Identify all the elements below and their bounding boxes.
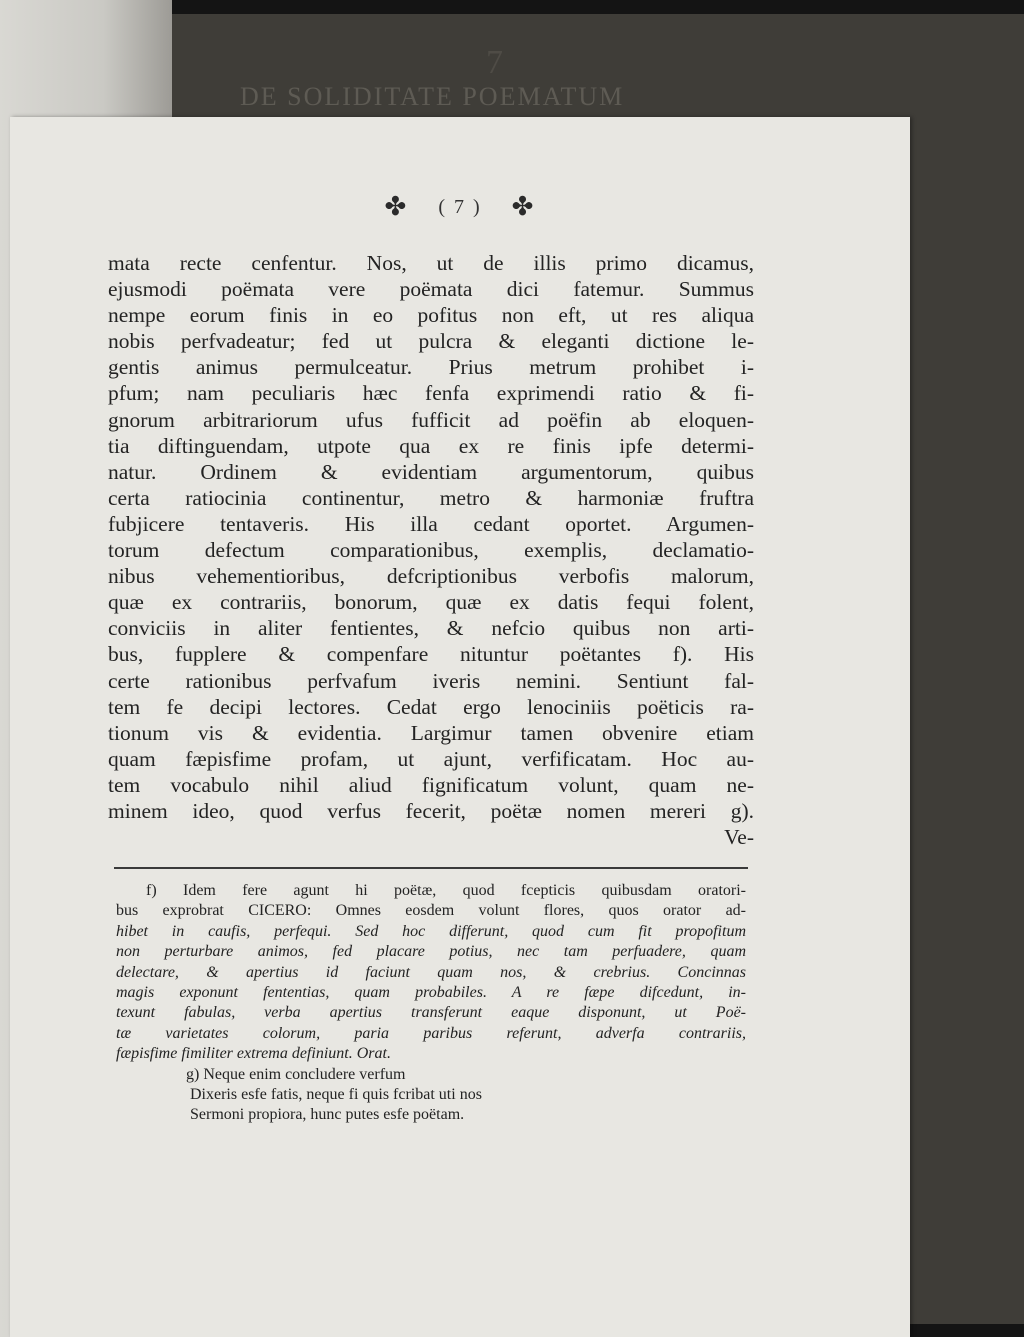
- text-line: gnorum arbitrariorum ufus fufficit ad poëfin ab eloquen-: [108, 407, 754, 432]
- text-line: certa ratiocinia continentur, metro & harmoniæ fruftra: [108, 485, 754, 510]
- main-text: [108, 250, 754, 850]
- text-line: quam fæpisfime profam, ut ajunt, verfificatam. Hoc au-: [108, 746, 754, 771]
- footnote-f-line: non perturbare animos, fed placare potius, nec tam perfuadere, quam: [116, 943, 746, 961]
- text-line: tionum vis & evidentia. Largimur tamen obvenire etiam: [108, 720, 754, 745]
- underlying-running-head: DE SOLIDITATE POEMATUM: [240, 82, 625, 111]
- footnote-f-line: bus exprobrat CICERO: Omnes eosdem volunt flores, quos orator ad-: [116, 902, 746, 920]
- footnote-f-line: hibet in caufis, perfequi. Sed hoc differunt, quod cum fit propofitum: [116, 922, 746, 940]
- text-line: minem ideo, quod verfus fecerit, poëtæ nomen mereri g).: [108, 798, 754, 823]
- footnote-g-line: Sermoni propiora, hunc putes esfe poëtam.: [190, 1106, 465, 1124]
- text-line: bus, fupplere & compenfare nituntur poëtantes f). His: [108, 642, 754, 667]
- footnote-f-line: texunt fabulas, verba apertius transferunt eaque disponunt, ut Poë-: [116, 1004, 746, 1022]
- footnote-g-line: g) Neque enim concludere verfum: [186, 1065, 406, 1083]
- footnotes: [116, 881, 746, 1126]
- text-line: fubjicere tentaveris. His illa cedant oportet. Argumen-: [108, 511, 754, 536]
- text-line: pfum; nam peculiaris hæc fenfa exprimendi ratio & fi-: [108, 381, 754, 406]
- text-line: quæ ex contrariis, bonorum, quæ ex datis fequi folent,: [108, 590, 754, 615]
- text-line: torum defectum comparationibus, exemplis, declamatio-: [108, 538, 754, 563]
- catchword: Ve-: [724, 825, 754, 850]
- footnote-f-line: delectare, & apertius id faciunt quam nos, & crebrius. Concinnas: [116, 963, 746, 981]
- footnote-rule: [114, 867, 748, 869]
- text-line: nibus vehementioribus, defcriptionibus verbofis malorum,: [108, 564, 754, 589]
- fleuron-right-icon: ✤: [511, 192, 536, 221]
- text-line: tia diftinguendam, utpote qua ex re finis ipfe determi-: [108, 433, 754, 458]
- footnote-f-line: magis exponunt fententias, quam probabiles. A re fæpe difcedunt, in-: [116, 983, 746, 1001]
- text-line: nempe eorum finis in eo pofitus non eft, ut res aliqua: [108, 303, 754, 328]
- text-line: certe rationibus perfvafum iveris nemini. Sentiunt fal-: [108, 668, 754, 693]
- text-line: mata recte cenfentur. Nos, ut de illis primo dicamus,: [108, 251, 754, 275]
- footnote-f-line: tæ varietates colorum, paria paribus referunt, adverfa contrariis,: [116, 1024, 746, 1042]
- book-page: [10, 117, 910, 1337]
- text-line: tem vocabulo nihil aliud fignificatum volunt, quam ne-: [108, 772, 754, 797]
- text-line: nobis perfvadeatur; fed ut pulcra & eleganti dictione le-: [108, 329, 754, 354]
- text-line: ejusmodi poëmata vere poëmata dici fatemur. Summus: [108, 277, 754, 302]
- page-header: [10, 192, 910, 222]
- footnote-g-line: Dixeris esfe fatis, neque fi quis fcribat uti nos: [190, 1085, 482, 1103]
- text-line: natur. Ordinem & evidentiam argumentorum, quibus: [108, 459, 754, 484]
- page-number: ( 7 ): [438, 196, 482, 218]
- underlying-page-number: 7: [486, 44, 503, 81]
- text-line: tem fe decipi lectores. Cedat ergo lenociniis poëticis ra-: [108, 694, 754, 719]
- fleuron-left-icon: ✤: [384, 192, 409, 221]
- footnote-f-line: fæpisfime fimiliter extrema definiunt. Orat.: [116, 1045, 391, 1063]
- footnote-f-line: f) Idem fere agunt hi poëtæ, quod fcepticis quibusdam oratori-: [146, 882, 746, 899]
- text-line: gentis animus permulceatur. Prius metrum prohibet i-: [108, 355, 754, 380]
- text-line: conviciis in aliter fentientes, & nefcio quibus non arti-: [108, 616, 754, 641]
